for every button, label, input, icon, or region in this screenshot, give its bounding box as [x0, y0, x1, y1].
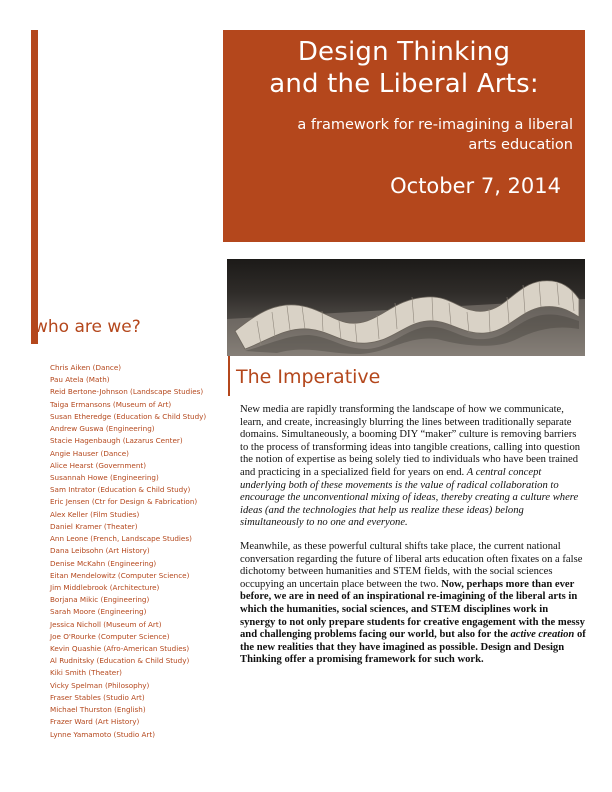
participant-item: Susannah Howe (Engineering) [50, 472, 159, 482]
participant-item: Reid Bertone-Johnson (Landscape Studies) [50, 387, 204, 397]
participant-item: Ann Leone (French, Landscape Studies) [50, 534, 192, 544]
participant-item: Joe O'Rourke (Computer Science) [50, 631, 170, 641]
title-banner [223, 30, 585, 242]
participant-item: Stacie Hagenbaugh (Lazarus Center) [50, 436, 183, 446]
participant-item: Al Rudnitsky (Education & Child Study) [50, 656, 190, 666]
participant-item: Dana Leibsohn (Art History) [50, 546, 150, 556]
participant-item: Jim Middlebrook (Architecture) [50, 582, 160, 592]
who-are-we-heading: who are we? [34, 317, 141, 337]
participant-item: Alice Hearst (Government) [50, 460, 147, 470]
participant-item: Jessica Nicholl (Museum of Art) [50, 619, 162, 629]
paper-sculpture-image [227, 259, 585, 356]
participant-item: Chris Aiken (Dance) [50, 363, 122, 372]
participant-item: Kevin Quashie (Afro-American Studies) [50, 644, 190, 654]
paragraph-1-text: New media are rapidly transforming the landscape of how we communicate, learn, and create, increasingly blurring the lines between traditionally separate domains. Simultaneously, a booming DIY “maker” culture is removing barriers to the process of transforming ideas into tangible creations, calling into question the notion of expertise as being solely tied to individuals who have been trained and practicing in a specialized field for years on end. [240, 404, 581, 478]
participant-item: Vicky Spelman (Philosophy) [50, 680, 150, 690]
participant-item: Sarah Moore (Engineering) [50, 607, 147, 617]
paragraph-2-bold-italic: active creation [510, 629, 575, 641]
title-line-2: and the Liberal Arts: [269, 69, 539, 99]
participant-item: Lynne Yamamoto (Studio Art) [50, 729, 155, 739]
participant-item: Fraser Stables (Studio Art) [50, 692, 145, 702]
participant-item: Kiki Smith (Theater) [50, 668, 122, 678]
page-title [233, 36, 575, 100]
participant-item: Andrew Guswa (Engineering) [50, 424, 155, 434]
title-line-1: Design Thinking [297, 37, 511, 67]
subtitle-line-1: a framework for re-imagining a liberal [297, 117, 573, 133]
participant-list [50, 362, 206, 741]
section-heading: The Imperative [236, 366, 381, 388]
participant-item: Michael Thurston (English) [50, 705, 146, 715]
participant-item: Susan Etheredge (Education & Child Study) [50, 411, 207, 421]
participant-item: Eric Jensen (Ctr for Design & Fabrication) [50, 497, 198, 507]
subtitle [233, 115, 573, 155]
participant-item: Borjana Mikic (Engineering) [50, 595, 150, 605]
participant-item: Sam Intrator (Education & Child Study) [50, 485, 191, 495]
paragraph-2-bold-end: of the new realities that they have imagined as possible. Design and Design Thinking offer a promising framework for such work. [240, 629, 586, 666]
paragraph-1-italic: A central concept underlying both of these movements is the value of radical collaboration to encourage the unconventional mixing of ideas, thereby creating a culture where ideas (and the technologies that help us realize these ideas) belong simultaneously to no one and everyone. [240, 466, 579, 529]
participant-item: Daniel Kramer (Theater) [50, 521, 138, 531]
accent-side-bar [31, 30, 38, 344]
paragraph-1 [240, 404, 586, 530]
participant-item: Taiga Ermansons (Museum of Art) [50, 399, 172, 409]
subtitle-line-2: arts education [468, 137, 573, 153]
participant-item: Denise McKahn (Engineering) [50, 558, 157, 568]
paragraph-2 [240, 541, 586, 667]
paragraph-2-bold: Now, perhaps more than ever before, we are in need of an inspirational re-imagining of the liberal arts in which the humanities, social sciences, and STEM disciplines work in synergy to not only prepare students for creative engagement with the messy and challenging problems facing our world, but also for the [240, 578, 585, 641]
participant-item: Eitan Mendelowitz (Computer Science) [50, 570, 190, 580]
participant-item: Angie Hauser (Dance) [50, 448, 129, 458]
section-accent-rule [228, 356, 230, 396]
sculpture-photo [227, 259, 585, 356]
participant-item: Alex Keller (Film Studies) [50, 509, 140, 519]
participant-item: Pau Atela (Math) [50, 375, 110, 385]
event-date: October 7, 2014 [390, 174, 561, 198]
imperative-body [240, 404, 586, 678]
paragraph-2-text: Meanwhile, as these powerful cultural shifts take place, the current national conversation regarding the future of liberal arts education often fixates on a false dichotomy between humanities and STEM fields, with the social sciences occupying an uncertain place between the two. [240, 540, 583, 590]
participant-item: Frazer Ward (Art History) [50, 717, 140, 727]
